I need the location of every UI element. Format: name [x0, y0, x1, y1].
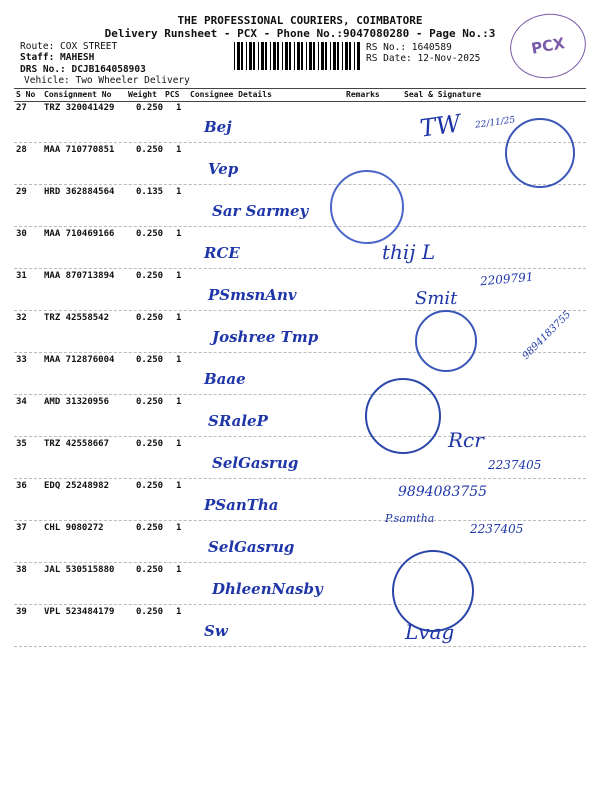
consignee-signature: Sw [204, 622, 228, 640]
row-pcs: 1 [176, 313, 182, 323]
staff-label: Staff: MAHESH [20, 52, 95, 63]
barcode-bar [289, 42, 291, 70]
barcode-bar [277, 42, 279, 70]
row-pcs: 1 [176, 607, 182, 617]
table-row [14, 352, 586, 395]
consignee-signature: RCE [204, 244, 240, 262]
col-weight: Weight [128, 90, 157, 99]
row-pcs: 1 [176, 523, 182, 533]
seal-stamp [365, 378, 441, 454]
row-weight: 0.250 [136, 229, 164, 239]
handwritten-name: P.samtha [385, 512, 435, 525]
signature-mark: Lvag [405, 620, 455, 644]
consignee-signature: Baae [204, 370, 246, 388]
row-sno: 36 [16, 481, 27, 491]
barcode-bar [253, 42, 255, 70]
seal-stamp [415, 310, 477, 372]
row-consignment: MAA 712876004 [44, 355, 115, 365]
barcode-bar [301, 42, 303, 70]
barcode-bar [357, 42, 360, 70]
handwritten-number: 2209791 [479, 269, 534, 289]
signature-mark: Smit [415, 288, 458, 309]
row-consignment: AMD 31320956 [44, 397, 110, 407]
row-consignment: EDQ 25248982 [44, 481, 110, 491]
row-sno: 28 [16, 145, 27, 155]
consignee-signature: Sar Sarmey [212, 202, 309, 220]
consignee-signature: Joshree Tmp [212, 328, 319, 346]
consignee-signature: Vep [208, 160, 239, 178]
barcode-bar [309, 42, 312, 70]
row-consignment: TRZ 42558667 [44, 439, 110, 449]
row-pcs: 1 [176, 229, 182, 239]
handwritten-number: 2237405 [470, 522, 524, 536]
consignee-signature: SelGasrug [208, 538, 295, 556]
col-consignment: Consignment No [44, 90, 112, 99]
barcode-bar [342, 42, 343, 70]
row-weight: 0.250 [136, 145, 164, 155]
vehicle-label: Vehicle: Two Wheeler Delivery [24, 75, 190, 86]
barcode-bar [282, 42, 283, 70]
pcx-stamp-text: PCX [529, 34, 567, 58]
col-remarks: Remarks [346, 90, 380, 99]
barcode-bar [337, 42, 339, 70]
row-pcs: 1 [176, 439, 182, 449]
row-consignment: MAA 870713894 [44, 271, 115, 281]
row-sno: 30 [16, 229, 27, 239]
row-weight: 0.250 [136, 565, 164, 575]
row-weight: 0.250 [136, 355, 164, 365]
row-sno: 33 [16, 355, 27, 365]
table-row [14, 604, 586, 647]
barcode-bar [333, 42, 336, 70]
row-sno: 38 [16, 565, 27, 575]
table-row [14, 226, 586, 269]
barcode-bar [306, 42, 307, 70]
col-pcs: PCS [165, 90, 180, 99]
barcode-bar [265, 42, 267, 70]
row-weight: 0.135 [136, 187, 164, 197]
row-consignment: VPL 523484179 [44, 607, 115, 617]
row-sno: 31 [16, 271, 27, 281]
signature-mark: Rcr [448, 428, 484, 452]
row-pcs: 1 [176, 187, 182, 197]
row-pcs: 1 [176, 103, 182, 113]
barcode-bar [261, 42, 264, 70]
barcode-bar [313, 42, 315, 70]
barcode-bar [285, 42, 288, 70]
consignee-signature: SRaleP [208, 412, 268, 430]
table-row [14, 310, 586, 353]
table-row [14, 394, 586, 437]
barcode-bar [273, 42, 276, 70]
runsheet-subtitle: Delivery Runsheet - PCX - Phone No.:9047080280 - Page No.:3 [104, 27, 496, 40]
row-pcs: 1 [176, 145, 182, 155]
barcode-bar [258, 42, 259, 70]
seal-stamp [330, 170, 404, 244]
handwritten-number: 9894183755 [520, 309, 574, 362]
row-consignment: CHL 9080272 [44, 523, 104, 533]
rs-date: RS Date: 12-Nov-2025 [366, 53, 481, 64]
row-weight: 0.250 [136, 607, 164, 617]
row-weight: 0.250 [136, 397, 164, 407]
consignee-signature: PSanTha [204, 496, 279, 514]
handwritten-number: 9894083755 [398, 484, 488, 500]
col-seal: Seal & Signature [404, 90, 482, 99]
row-weight: 0.250 [136, 313, 164, 323]
table-row [14, 478, 586, 521]
row-consignment: TRZ 320041429 [44, 103, 115, 113]
row-pcs: 1 [176, 271, 182, 281]
row-consignment: MAA 710469166 [44, 229, 115, 239]
barcode-bar [318, 42, 319, 70]
row-sno: 39 [16, 607, 27, 617]
barcode-bar [246, 42, 247, 70]
row-weight: 0.250 [136, 103, 164, 113]
row-pcs: 1 [176, 565, 182, 575]
company-title: THE PROFESSIONAL COURIERS, COIMBATORE [177, 14, 423, 27]
row-consignment: MAA 710770851 [44, 145, 115, 155]
table-row [14, 562, 586, 605]
barcode-bar [321, 42, 324, 70]
row-weight: 0.250 [136, 439, 164, 449]
consignee-signature: SelGasrug [212, 454, 299, 472]
seal-stamp [505, 118, 575, 188]
barcode-bar [270, 42, 271, 70]
barcode-bar [249, 42, 252, 70]
barcode-bar [325, 42, 327, 70]
handwritten-date: 22/11/25 [474, 115, 516, 131]
row-pcs: 1 [176, 397, 182, 407]
col-consignee: Consignee Details [190, 90, 272, 99]
row-sno: 32 [16, 313, 27, 323]
barcode-bar [330, 42, 331, 70]
consignee-signature: DhleenNasby [212, 580, 323, 598]
row-consignment: TRZ 42558542 [44, 313, 110, 323]
row-sno: 29 [16, 187, 27, 197]
table-row [14, 142, 586, 185]
row-sno: 35 [16, 439, 27, 449]
handwritten-number: 2237405 [488, 458, 542, 472]
row-sno: 34 [16, 397, 27, 407]
rs-number: RS No.: 1640589 [366, 42, 452, 53]
row-sno: 27 [16, 103, 27, 113]
row-weight: 0.250 [136, 271, 164, 281]
consignee-signature: PSmsnAnv [208, 286, 297, 304]
row-pcs: 1 [176, 355, 182, 365]
drs-label: DRS No.: DCJB164058903 [20, 64, 146, 75]
barcode-bar [237, 42, 240, 70]
row-weight: 0.250 [136, 523, 164, 533]
row-sno: 37 [16, 523, 27, 533]
barcode [234, 42, 362, 70]
consignee-signature: Bej [204, 118, 232, 136]
signature-mark: TW [418, 109, 463, 143]
barcode-bar [345, 42, 348, 70]
table-row [14, 184, 586, 227]
barcode-bar [241, 42, 243, 70]
row-consignment: JAL 530515880 [44, 565, 115, 575]
barcode-bar [297, 42, 300, 70]
row-consignment: HRD 362884564 [44, 187, 115, 197]
barcode-bar [349, 42, 351, 70]
col-sno: S No [16, 90, 36, 99]
barcode-bar [354, 42, 355, 70]
barcode-bar [294, 42, 295, 70]
barcode-bar [234, 42, 235, 70]
signature-mark: thij L [382, 240, 436, 264]
route-label: Route: COX STREET [20, 41, 118, 52]
row-pcs: 1 [176, 481, 182, 491]
row-weight: 0.250 [136, 481, 164, 491]
